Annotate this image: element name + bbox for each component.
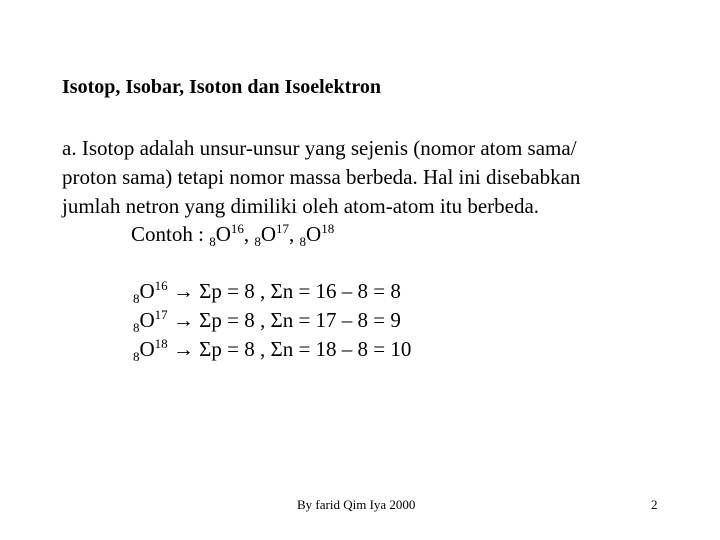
equation-row: $_8O^{16} \to \Sigma p = 8$ , Σn = 16 – 8 = 8 [133, 278, 401, 306]
equations-block [133, 277, 411, 364]
equation-text: → Σp = 8 , Σn = 16 – 8 = 8 [167, 279, 401, 303]
isotope-notation: $_8O^{18}$ [299, 221, 335, 249]
separator: , [289, 222, 300, 246]
equation-row: $_8O^{18} \to \Sigma p = 8$ , Σn = 18 – 8 = 10 [133, 336, 412, 364]
isotope-notation: $_8O^{16}$ [209, 221, 244, 249]
footer-credit: By farid Qim Iya 2000 [297, 497, 416, 512]
equation-row: $_8O^{17} \to \Sigma p = 8$ , Σn = 17 – 8 = 9 [133, 307, 401, 335]
paragraph-line: jumlah netron yang dimiliki oleh atom-atom itu berbeda. [62, 194, 540, 218]
equation-text: → Σp = 8 , Σn = 17 – 8 = 9 [167, 308, 401, 332]
page-number: 2 [651, 497, 658, 512]
paragraph-line: proton sama) tetapi nomor massa berbeda. Hal ini disebabkan [62, 165, 581, 189]
isotope-notation: $_8O^{17}$ [254, 221, 290, 249]
example-line [131, 220, 334, 249]
example-label: Contoh : [131, 222, 210, 246]
separator: , [243, 222, 255, 246]
paragraph-line: a. Isotop adalah unsur-unsur yang sejenis (nomor atom sama/ [62, 136, 577, 160]
definition-paragraph [62, 134, 682, 221]
equation-text: → Σp = 8 , Σn = 18 – 8 = 10 [167, 337, 412, 361]
slide-title: Isotop, Isobar, Isoton dan Isoelektron [62, 76, 381, 98]
